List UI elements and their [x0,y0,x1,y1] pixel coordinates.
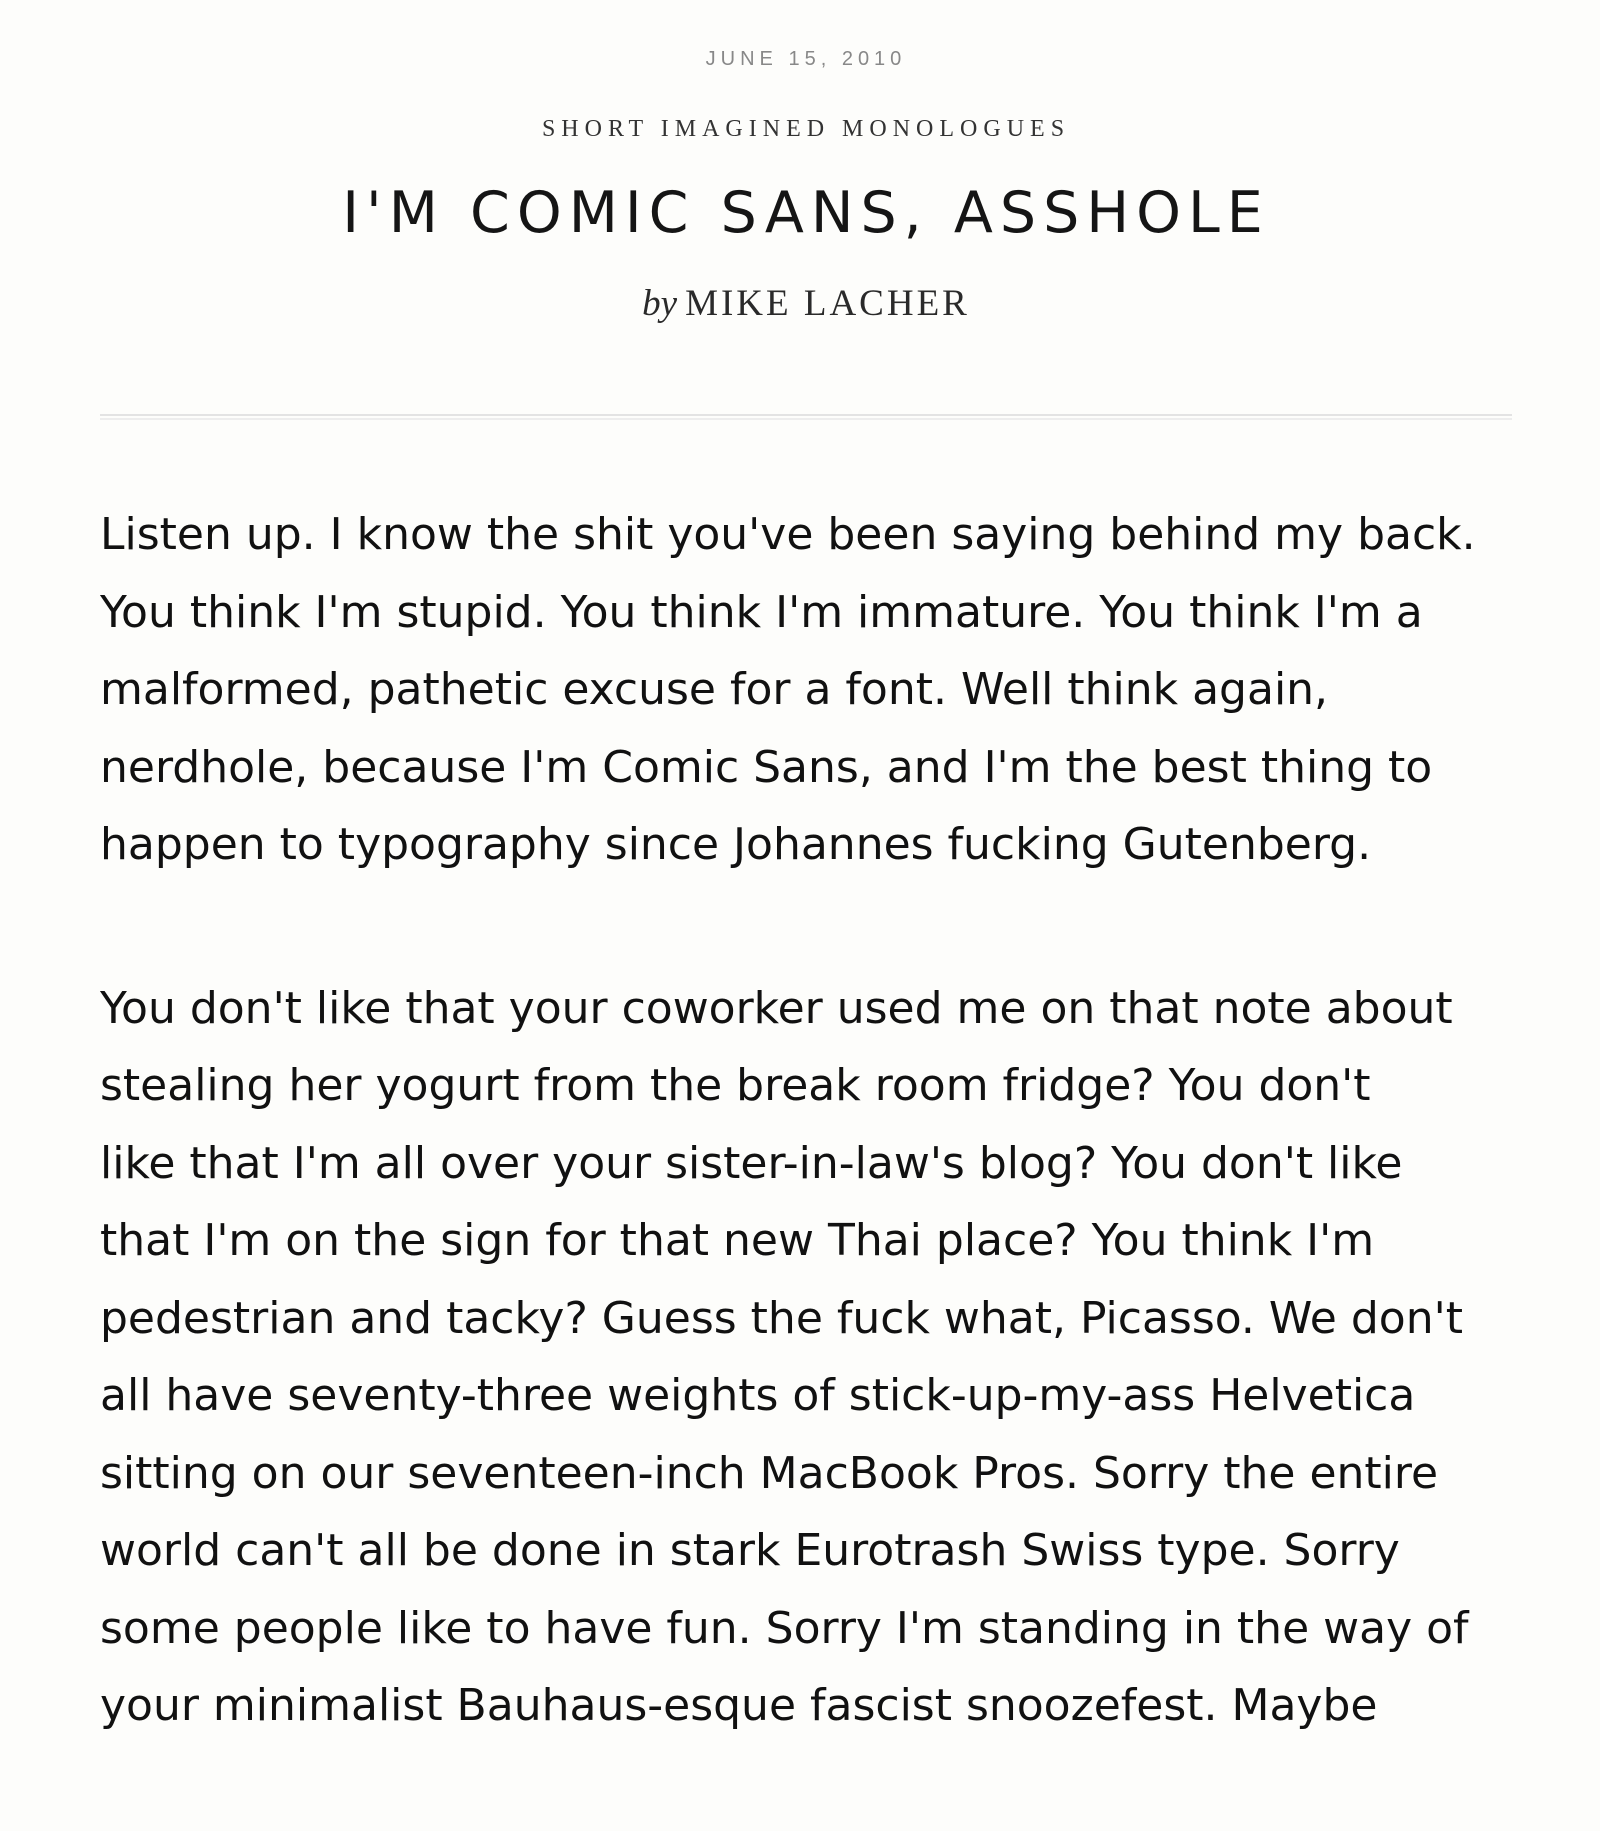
text-line: sitting on our seventeen-inch MacBook Pros. Sorry the entire [100,1447,1439,1499]
header-divider [100,414,1512,420]
text-line: malformed, pathetic excuse for a font. Well think again, [100,664,1329,715]
text-line: You don't like that your coworker used me on that note about [100,982,1453,1034]
text-line: all have seventy-three weights of stick-up-my-ass Helvetica [100,1370,1416,1421]
post-date: JUNE 15, 2010 [705,48,907,70]
text-line: like that I'm all over your sister-in-law's blog? You don't like [100,1137,1403,1189]
author-name[interactable]: MIKE LACHER [685,283,970,324]
article-body [100,496,1512,1831]
paragraph-1 [100,496,1512,884]
text-line: some people like to have fun. Sorry I'm standing in the way of [100,1602,1469,1654]
text-line: your minimalist Bauhaus-esque fascist snoozefest. Maybe [100,1680,1378,1731]
byline-prefix: by [642,283,678,324]
text-line: that I'm on the sign for that new Thai place? You think I'm [100,1215,1375,1266]
post-title: I'M COMIC SANS, ASSHOLE [342,180,1270,246]
post-category[interactable]: SHORT IMAGINED MONOLOGUES [541,116,1071,142]
text-line: You think I'm stupid. You think I'm immature. You think I'm a [100,586,1423,638]
byline [100,282,1512,325]
text-line: Listen up. I know the shit you've been saying behind my back. [100,509,1476,560]
text-line: nerdhole, because I'm Comic Sans, and I'm the best thing to [100,741,1433,793]
text-line: stealing her yogurt from the break room fridge? You don't [100,1060,1371,1111]
paragraph-2 [100,970,1512,1745]
text-line: pedestrian and tacky? Guess the fuck what, Picasso. We don't [100,1292,1463,1344]
text-line: world can't all be done in stark Eurotrash Swiss type. Sorry [100,1525,1400,1576]
text-line: happen to typography since Johannes fucking Gutenberg. [100,819,1372,870]
